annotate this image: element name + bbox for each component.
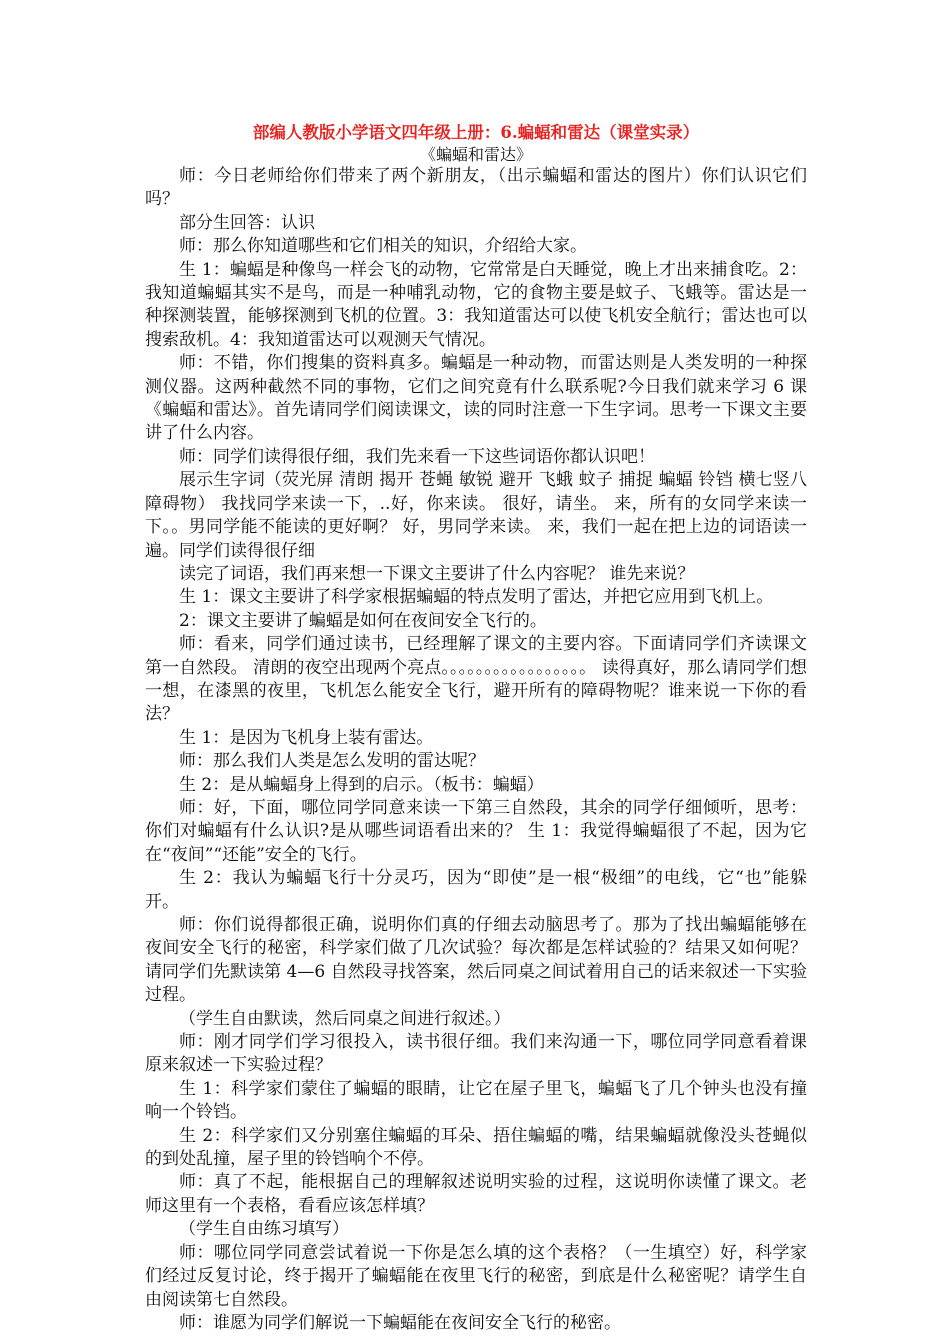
paragraph: 读完了词语，我们再来想一下课文主要讲了什么内容呢？ 谁先来说？ bbox=[179, 563, 695, 584]
paragraph: 师：哪位同学同意尝试着说一下你是怎么填的这个表格？（一生填空）好，科学家们经过反复讨论，终于揭开了蝙蝠能在夜里飞行的秘密，到底是什么秘密呢？请学生自由阅读第七自然段。 bbox=[145, 1242, 807, 1310]
paragraph: 师：谁愿为同学们解说一下蝙蝠能在夜间安全飞行的秘密。 bbox=[179, 1312, 621, 1333]
paragraph: 师：不错，你们搜集的资料真多。蝙蝠是一种动物，而雷达则是人类发明的一种探测仪器。这两种截然不同的事物，它们之间究竟有什么联系呢?今日我们就来学习 6 课《蝙蝠和雷达》。首先请同学们阅读课文，读的同时注意一下生字词。思考一下课文主要讲了什么内容。 bbox=[145, 353, 807, 444]
document-page bbox=[145, 122, 807, 1335]
document-title: 部编人教版小学语文四年级上册：6.蝙蝠和雷达（课堂实录） bbox=[252, 123, 700, 142]
paragraph: 展示生字词（荧光屏 清朗 揭开 苍蝇 敏锐 避开 飞蛾 蚊子 捕捉 蝙蝠 铃铛 横七竖八 障碍物） 我找同学来读一下，..好，你来读。 很好，请坐。 来，所有的女同学来读一下。。男同学能不能读的更好啊？ 好，男同学来读。 来，我们一起在把上边的词语读一遍。同学们读得很仔细 bbox=[145, 470, 807, 561]
paragraph: 部分生回答：认识 bbox=[179, 212, 315, 233]
paragraph: 师：真了不起，能根据自己的理解叙述说明实验的过程，这说明你读懂了课文。老师这里有一个表格，看看应该怎样填？ bbox=[145, 1172, 807, 1216]
paragraph: 2：课文主要讲了蝙蝠是如何在夜间安全飞行的。 bbox=[179, 610, 547, 631]
paragraph: 师：看来，同学们通过读书，已经理解了课文的主要内容。下面请同学们齐读课文第一自然段。 清朗的夜空出现两个亮点。。。。。。。。。。。。。。。。。 读得真好，那么请同学们想一想，在漆黑的夜里，飞机怎么能安全飞行，避开所有的障碍物呢？谁来说一下你的看法？ bbox=[145, 634, 807, 725]
paragraph: 生 2：是从蝙蝠身上得到的启示。（板书：蝙蝠） bbox=[179, 774, 544, 795]
paragraph: 师：那么我们人类是怎么发明的雷达呢？ bbox=[179, 751, 485, 772]
document-subtitle: 《蝙蝠和雷达》 bbox=[419, 145, 532, 164]
paragraph: 生 1：蝙蝠是种像鸟一样会飞的动物，它常常是白天睡觉，晚上才出来捕食吃。2：我知道蝙蝠其实不是鸟，而是一种哺乳动物，它的食物主要是蚊子、飞蛾等。雷达是一种探测装置，能够探测到飞机的位置。3：我知道雷达可以使飞机安全航行；雷达也可以搜索敌机。4：我知道雷达可以观测天气情况。 bbox=[145, 259, 807, 350]
paragraph: 生 1：科学家们蒙住了蝙蝠的眼睛，让它在屋子里飞，蝙蝠飞了几个钟头也没有撞响一个铃铛。 bbox=[145, 1078, 807, 1123]
document-body bbox=[145, 165, 807, 1335]
paragraph: 师：刚才同学们学习很投入，读书很仔细。我们来沟通一下，哪位同学同意看着课原来叙述一下实验过程？ bbox=[145, 1032, 807, 1076]
paragraph: 生 2：科学家们又分别塞住蝙蝠的耳朵、捂住蝙蝠的嘴，结果蝙蝠就像没头苍蝇似的到处乱撞，屋子里的铃铛响个不停。 bbox=[145, 1125, 807, 1170]
paragraph: 师：同学们读得很仔细，我们先来看一下这些词语你都认识吧！ bbox=[179, 446, 655, 467]
paragraph: 师：那么你知道哪些和它们相关的知识，介绍给大家。 bbox=[179, 236, 587, 257]
paragraph: 师：今日老师给你们带来了两个新朋友，（出示蝙蝠和雷达的图片）你们认识它们吗？ bbox=[145, 166, 807, 210]
paragraph: 生 1：课文主要讲了科学家根据蝙蝠的特点发明了雷达，并把它应用到飞机上。 bbox=[179, 587, 774, 608]
paragraph: 生 2：我认为蝙蝠飞行十分灵巧，因为“即使”是一根“极细”的电线，它“也”能躲开。 bbox=[145, 868, 807, 912]
paragraph: 生 1：是因为飞机身上装有雷达。 bbox=[179, 727, 434, 748]
paragraph: 师：好，下面，哪位同学同意来读一下第三自然段，其余的同学仔细倾听，思考：你们对蝙蝠有什么认识?是从哪些词语看出来的？ 生 1：我觉得蝙蝠很了不起，因为它在“夜间”“还能”安全的飞行。 bbox=[145, 797, 807, 865]
paragraph: 师：你们说得都很正确，说明你们真的仔细去动脑思考了。那为了找出蝙蝠能够在夜间安全飞行的秘密，科学家们做了几次试验？每次都是怎样试验的？结果又如何呢？请同学们先默读第 4—6 自然段寻找答案，然后同桌之间试着用自己的话来叙述一下实验过程。 bbox=[145, 915, 807, 1006]
paragraph: （学生自由练习填写） bbox=[179, 1219, 349, 1240]
paragraph: （学生自由默读，然后同桌之间进行叙述。） bbox=[179, 1008, 511, 1029]
